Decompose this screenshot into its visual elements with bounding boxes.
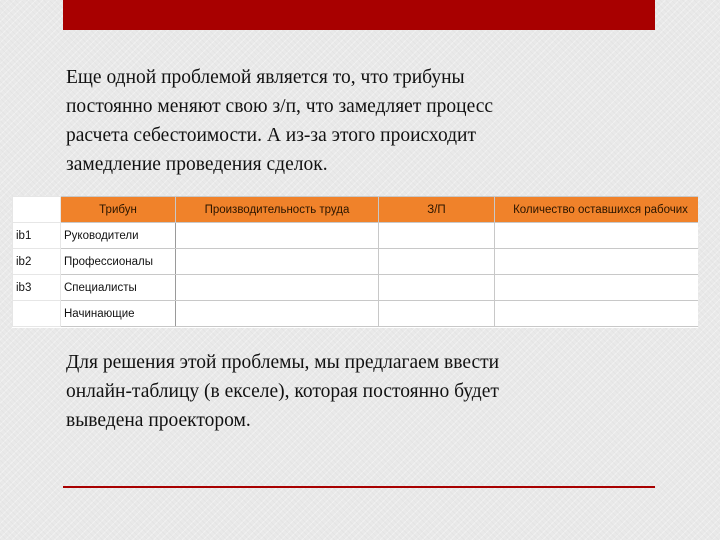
table-row: [13, 301, 699, 327]
intro-paragraph: Еще одной проблемой является то, что трибуны постоянно меняют свою з/п, что замедляет процесс расчета себестоимости. А из-за этого происходит замедление проведения сделок.: [66, 67, 494, 175]
table-header-row: [13, 197, 699, 223]
top-accent-bar: [63, 0, 655, 30]
cell-remaining-workers: [495, 275, 699, 301]
row-key: [13, 301, 61, 327]
row-key: ib2: [13, 249, 61, 275]
table-row: [13, 249, 699, 275]
header-remaining-workers: Количество оставшихся рабочих: [495, 197, 699, 223]
table-row: [13, 275, 699, 301]
row-key: ib3: [13, 275, 61, 301]
row-name: Профессионалы: [61, 249, 176, 275]
tribune-table: [12, 196, 698, 327]
cell-salary: [379, 223, 495, 249]
row-name: Специалисты: [61, 275, 176, 301]
cell-remaining-workers: [495, 301, 699, 327]
cell-productivity: [176, 301, 379, 327]
solution-paragraph: Для решения этой проблемы, мы предлагаем ввести онлайн-таблицу (в екселе), которая постоянно будет выведена проектором.: [66, 352, 500, 431]
cell-salary: [379, 249, 495, 275]
cell-productivity: [176, 223, 379, 249]
cell-remaining-workers: [495, 223, 699, 249]
header-tribune: Трибун: [61, 197, 176, 223]
cell-remaining-workers: [495, 249, 699, 275]
spreadsheet-screenshot: [12, 196, 698, 328]
row-name: Руководители: [61, 223, 176, 249]
cell-productivity: [176, 275, 379, 301]
bottom-divider: [63, 486, 655, 488]
header-productivity: Производительность труда: [176, 197, 379, 223]
corner-cell: [13, 197, 61, 223]
table-row: [13, 223, 699, 249]
cell-salary: [379, 275, 495, 301]
cell-salary: [379, 301, 495, 327]
row-name: Начинающие: [61, 301, 176, 327]
row-key: ib1: [13, 223, 61, 249]
cell-productivity: [176, 249, 379, 275]
header-salary: З/П: [379, 197, 495, 223]
